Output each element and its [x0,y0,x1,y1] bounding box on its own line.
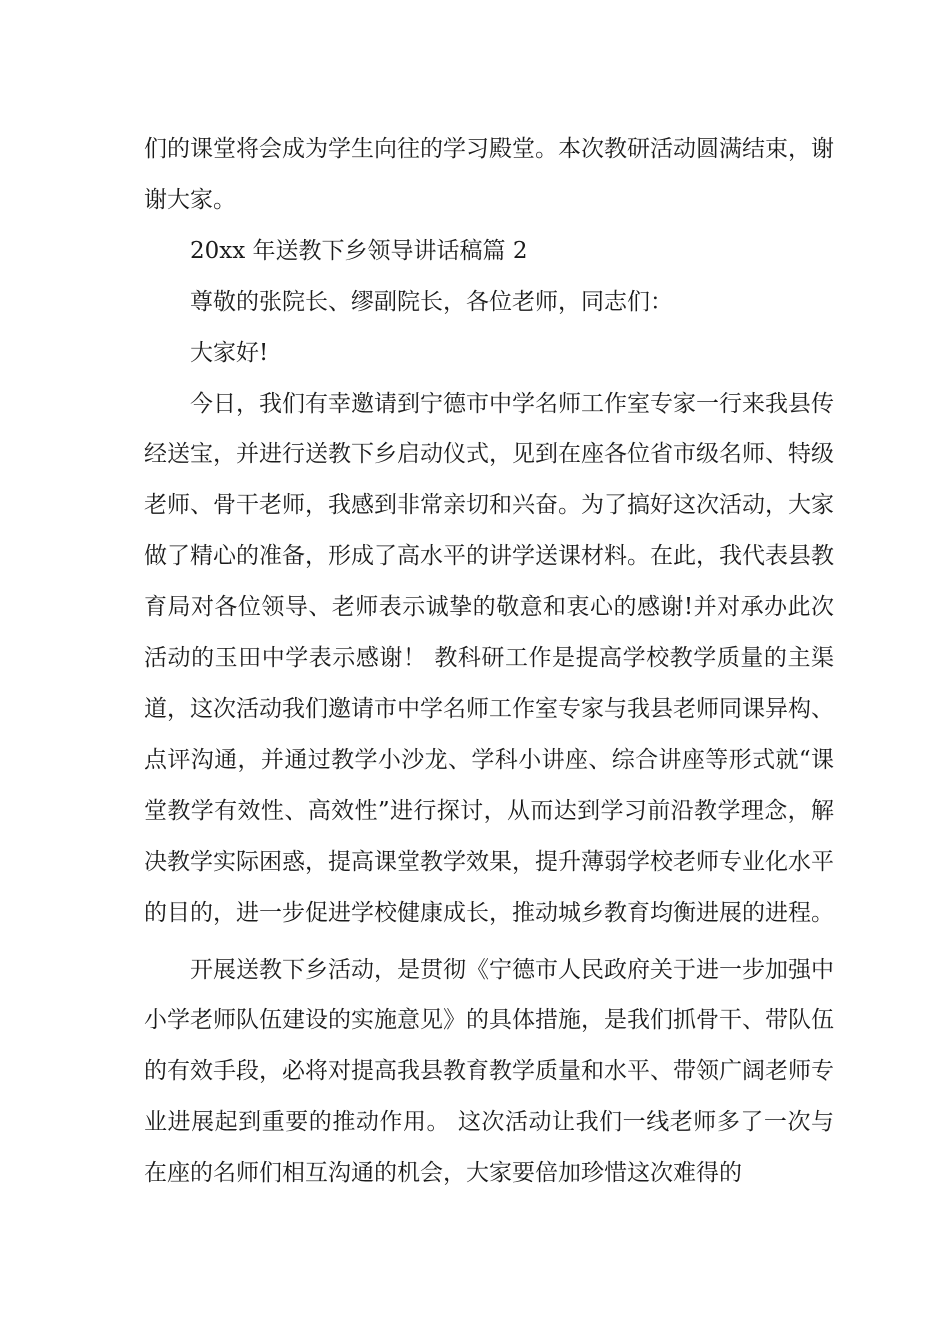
body-paragraph-2: 开展送教下乡活动，是贯彻《宁德市人民政府关于进一步加强中小学老师队伍建设的实施意见》的具体措施，是我们抓骨干、带队伍的有效手段，必将对提高我县教育教学质量和水平、带领广阔老师专业进展起到重要的推动作用。 这次活动让我们一线老师多了一次与在座的名师们相互沟通的机会，大家要倍加珍惜这次难得的 [144,956,834,1187]
section-heading: 20xx 年送教下乡领导讲话稿篇 2 [190,237,528,264]
document-body [144,124,834,1199]
body-paragraph-1: 今日，我们有幸邀请到宁德市中学名师工作室专家一行来我县传经送宝，并进行送教下乡启动仪式，见到在座各位省市级名师、特级老师、骨干老师，我感到非常亲切和兴奋。为了搞好这次活动，大家做了精心的准备，形成了高水平的讲学送课材料。在此，我代表县教育局对各位领导、老师表示诚挚的敬意和衷心的感谢!并对承办此次活动的玉田中学表示感谢！ 教科研工作是提高学校教学质量的主渠道，这次活动我们邀请市中学名师工作室专家与我县老师同课异构、点评沟通，并通过教学小沙龙、学科小讲座、综合讲座等形式就“课堂教学有效性、高效性”进行探讨，从而达到学习前沿教学理念，解决教学实际困惑，提高课堂教学效果，提升薄弱学校老师专业化水平的目的，进一步促进学校健康成长，推动城乡教育均衡进展的进程。 [144,390,834,926]
paragraph-continuation: 们的课堂将会成为学生向往的学习殿堂。本次教研活动圆满结束，谢谢大家。 [144,136,834,213]
salutation: 尊敬的张院长、缪副院长，各位老师，同志们： [190,288,673,315]
greeting: 大家好! [190,339,269,366]
